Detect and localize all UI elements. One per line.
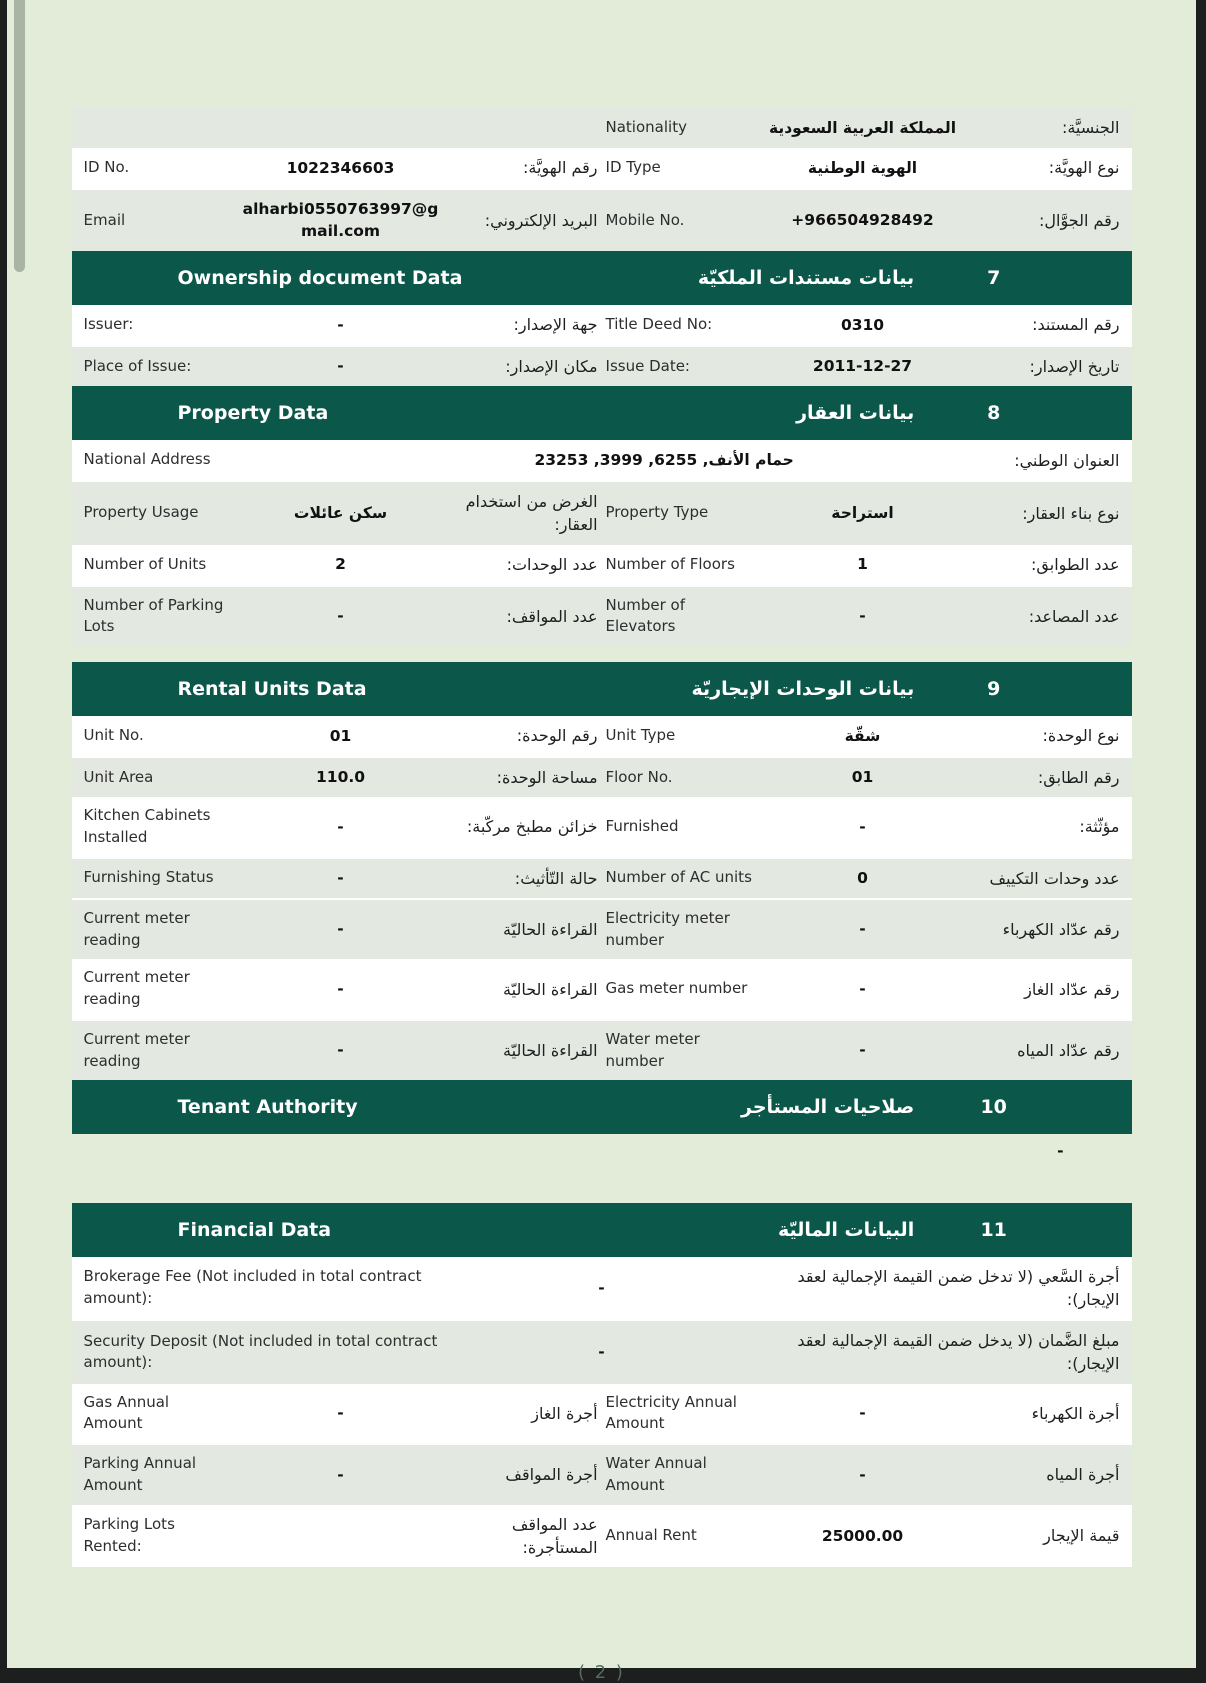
table-row [72, 716, 1132, 756]
label-english: Electricity meter number [605, 908, 730, 949]
section-header [72, 386, 1132, 440]
section-header [72, 251, 1132, 305]
label-english: Unit Type [605, 726, 676, 745]
label-english: Floor No. [605, 767, 673, 786]
table-row [72, 1319, 1132, 1383]
value-cell: المملكة العربية السعودية [768, 118, 957, 137]
table-row [72, 898, 1132, 960]
label-english: Brokerage Fee (Not included in total contract amount): [83, 1267, 422, 1308]
section-title-arabic: بيانات الوحدات الإيجاريّة [691, 678, 915, 700]
value-cell: الهوية الوطنية [807, 158, 918, 177]
label-arabic: عدد الوحدات: [506, 554, 598, 574]
table-row [72, 857, 1132, 898]
value-cell: 1022346603 [286, 158, 395, 177]
label-arabic: مبلغ الضَّمان (لا يدخل ضمن القيمة الإجمالية لعقد الإيجار): [797, 1331, 1120, 1374]
label-arabic: رقم الجوَّال: [1039, 210, 1120, 230]
value-cell: 25000.00 [821, 1526, 904, 1545]
value-cell: - [859, 817, 866, 836]
label-arabic: أجرة السَّعي (لا تدخل ضمن القيمة الإجمالية لعقد الإيجار): [797, 1266, 1120, 1310]
label-english: Number of Units [83, 554, 207, 573]
value-cell: - [598, 1278, 605, 1297]
section-gap [72, 646, 1132, 662]
label-arabic: رقم الطابق: [1037, 768, 1120, 787]
contract-sections [72, 108, 1132, 1567]
value-cell: استراحة [831, 504, 894, 523]
label-english: Place of Issue: [83, 356, 192, 375]
document-page [7, 0, 1196, 1683]
table-row [72, 1134, 1132, 1168]
value-cell: سكن عائلات [293, 504, 388, 523]
label-english: Mobile No. [605, 210, 685, 229]
value-cell: 0 [857, 869, 868, 888]
label-arabic: مؤثّثة: [1079, 817, 1120, 837]
label-arabic: رقم المستند: [1032, 315, 1120, 335]
value-cell: - [1057, 1142, 1064, 1161]
label-english: Number of Parking Lots [83, 595, 224, 636]
label-english: Electricity Annual Amount [605, 1392, 737, 1433]
label-arabic: أجرة الغاز [531, 1403, 598, 1423]
label-arabic: رقم عدّاد الغاز [1024, 979, 1120, 999]
section-title-english: Ownership document Data [177, 266, 463, 289]
label-arabic: رقم الوحدة: [516, 726, 598, 746]
label-arabic: الجنسيَّة: [1061, 118, 1120, 138]
label-english: Issue Date: [605, 356, 690, 375]
label-arabic: رقم عدّاد المياه [1017, 1041, 1120, 1061]
label-english: Email [83, 210, 126, 229]
table-row [72, 1019, 1132, 1081]
label-english: Title Deed No: [605, 315, 713, 334]
section-title-arabic: البيانات الماليّة [778, 1218, 915, 1241]
table-row [72, 440, 1132, 480]
label-arabic: القراءة الحاليّة [503, 1041, 598, 1061]
value-cell: - [337, 869, 344, 888]
value-cell [236, 126, 445, 130]
table-row [72, 1257, 1132, 1319]
label-arabic: جهة الإصدار: [513, 315, 598, 335]
value-cell: 01 [851, 768, 874, 787]
value-cell: - [859, 1465, 866, 1484]
label-arabic: عدد الطوابق: [1031, 554, 1120, 574]
label-english [80, 126, 237, 130]
label-arabic: رقم الهويَّة: [523, 158, 598, 178]
section-title-english: Property Data [177, 402, 329, 425]
section-title-arabic: بيانات العقار [796, 402, 915, 425]
label-english: Current meter reading [83, 908, 190, 949]
section-title-english: Rental Units Data [177, 678, 367, 700]
value-cell: - [337, 1404, 344, 1423]
value-cell: - [859, 1404, 866, 1423]
table-row [72, 959, 1132, 1019]
table-row [72, 345, 1132, 386]
label-english: ID Type [605, 158, 661, 177]
table-row [72, 545, 1132, 585]
label-english: Current meter reading [83, 1029, 190, 1070]
section-number: 8 [987, 402, 1001, 425]
label-english: Water meter number [605, 1029, 700, 1070]
label-english: Water Annual Amount [605, 1454, 707, 1494]
label-english: Current meter reading [83, 968, 190, 1009]
value-cell: - [337, 357, 344, 376]
value-cell: alharbi0550763997@gmail.com [242, 200, 439, 241]
section-gap [72, 1169, 1132, 1203]
value-cell: - [337, 607, 344, 626]
label-arabic: نوع الوحدة: [1042, 726, 1120, 746]
value-cell: 110.0 [316, 768, 366, 787]
label-english: National Address [83, 450, 211, 469]
value-cell: شقّة [844, 726, 881, 745]
value-cell: 01 [329, 726, 352, 745]
label-english: Number of AC units [605, 868, 752, 887]
label-arabic: نوع بناء العقار: [1022, 503, 1120, 523]
label-arabic: الغرض من استخدام العقار: [465, 492, 598, 535]
label-english: Kitchen Cabinets Installed [83, 806, 211, 846]
value-cell: - [859, 920, 866, 939]
table-row [72, 188, 1132, 251]
label-arabic [445, 126, 602, 130]
value-cell: 2 [335, 555, 346, 574]
section-number: 9 [987, 678, 1001, 700]
value-cell: - [337, 920, 344, 939]
label-arabic: قيمة الإيجار [1043, 1526, 1120, 1546]
label-english: Furnishing Status [83, 868, 214, 887]
section-header [72, 1203, 1132, 1257]
table-row [72, 305, 1132, 345]
section-header [72, 1080, 1132, 1134]
value-cell: 1 [857, 555, 868, 574]
label-arabic: حالة التّأثيث: [514, 868, 598, 888]
label-english: Gas meter number [605, 979, 748, 998]
label-arabic: القراءة الحاليّة [503, 920, 598, 940]
table-row [72, 756, 1132, 797]
label-english: ID No. [83, 158, 130, 177]
label-arabic: البريد الإلكتروني: [484, 210, 598, 230]
value-cell: - [337, 817, 344, 836]
value-cell: - [598, 1343, 605, 1362]
label-english: Unit No. [83, 726, 144, 745]
label-english: Issuer: [83, 315, 134, 334]
value-cell: حمام الأنف, 6255, 3999, 23253 [534, 450, 794, 469]
contract-page-2-content [72, 0, 1132, 1683]
label-english: Security Deposit (Not included in total contract amount): [83, 1331, 438, 1372]
label-english: Unit Area [83, 767, 154, 786]
table-row [72, 1384, 1132, 1444]
label-arabic: رقم عدّاد الكهرباء [1002, 920, 1120, 940]
label-arabic: أجرة الكهرباء [1031, 1403, 1120, 1423]
table-row [72, 797, 1132, 857]
label-arabic: أجرة المياه [1046, 1465, 1120, 1485]
label-arabic: عدد المصاعد: [1028, 606, 1120, 626]
label-arabic: عدد المواقف: [506, 606, 598, 626]
section-number: 11 [980, 1218, 1007, 1241]
value-cell: - [337, 1041, 344, 1060]
value-cell [236, 1534, 445, 1538]
label-english: Nationality [605, 118, 687, 137]
section-title-english: Tenant Authority [177, 1096, 358, 1119]
table-row [72, 148, 1132, 188]
value-cell: - [337, 979, 344, 998]
label-english: Parking Annual Amount [83, 1454, 197, 1494]
table-row [72, 1443, 1132, 1505]
section-title-arabic: صلاحيات المستأجر [741, 1096, 915, 1119]
value-cell: - [337, 1465, 344, 1484]
label-arabic: القراءة الحاليّة [503, 979, 598, 999]
value-cell: 0310 [840, 315, 885, 334]
value-cell: - [859, 607, 866, 626]
label-arabic: عدد وحدات التكييف [989, 868, 1120, 888]
label-english: Furnished [605, 817, 679, 836]
label-arabic: أجرة المواقف [505, 1465, 598, 1485]
value-cell: 2011-12-27 [812, 357, 913, 376]
label-english: Annual Rent [605, 1525, 697, 1544]
label-arabic: العنوان الوطني: [1014, 450, 1120, 470]
section-title-english: Financial Data [177, 1218, 332, 1241]
section-number: 10 [980, 1096, 1007, 1119]
label-english: Parking Lots Rented: [83, 1515, 175, 1555]
table-row [72, 480, 1132, 544]
page-number: ( 2 ) [578, 1661, 625, 1683]
label-arabic: مكان الإصدار: [505, 356, 598, 376]
value-cell: +966504928492 [791, 211, 934, 230]
value-cell: - [859, 979, 866, 998]
label-english: Property Type [605, 503, 709, 522]
label-arabic: خزائن مطبخ مركّبة: [466, 817, 598, 837]
label-arabic: عدد المواقف المستأجرة: [511, 1514, 598, 1557]
table-row [72, 585, 1132, 647]
scrollbar-thumb[interactable] [14, 0, 25, 272]
label-arabic: تاريخ الإصدار: [1029, 356, 1120, 376]
section-title-arabic: بيانات مستندات الملكيّة [697, 266, 915, 289]
label-english: Number of Floors [605, 554, 735, 573]
label-english: Property Usage [83, 503, 199, 522]
value-cell: - [337, 315, 344, 334]
label-english: Number of Elevators [605, 595, 685, 636]
label-english: Gas Annual Amount [83, 1392, 170, 1433]
section-header [72, 662, 1132, 716]
value-cell: - [859, 1041, 866, 1060]
label-arabic: مساحة الوحدة: [496, 768, 598, 787]
table-row [72, 108, 1132, 148]
section-number: 7 [987, 266, 1001, 289]
label-arabic: نوع الهويَّة: [1048, 158, 1120, 178]
table-row [72, 1505, 1132, 1567]
